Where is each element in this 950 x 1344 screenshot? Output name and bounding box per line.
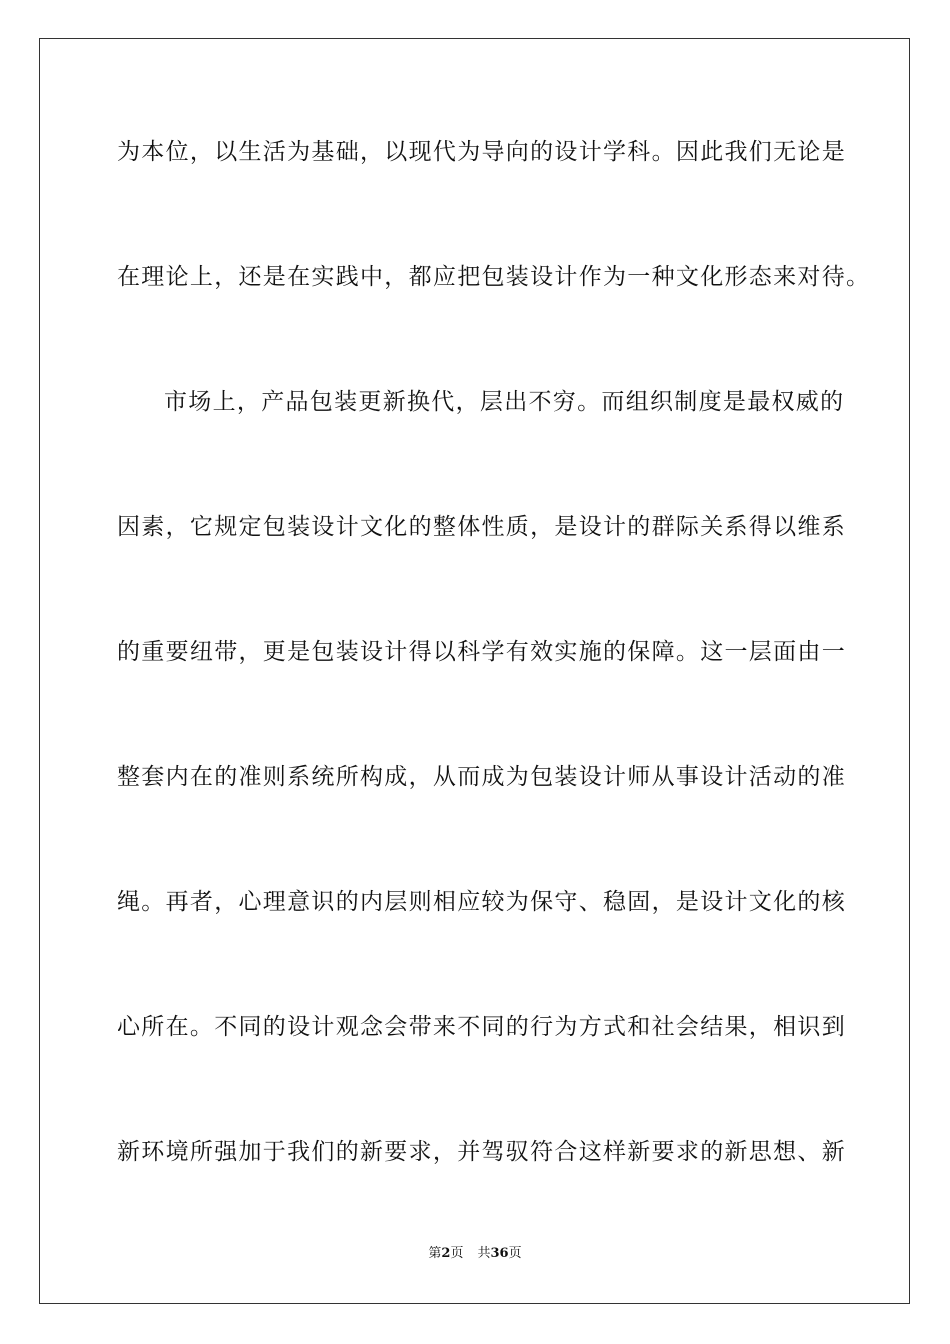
body-text-line-3: 市场上，产品包装更新换代，层出不穷。而组织制度是最权威的 [164,389,845,415]
footer-page-suffix: 页 [450,1246,464,1261]
body-text-line-4: 因素，它规定包装设计文化的整体性质，是设计的群际关系得以维系 [117,514,846,540]
body-text-line-2: 在理论上，还是在实践中，都应把包装设计作为一种文化形态来对待。 [117,264,871,290]
body-text-line-7: 绳。再者，心理意识的内层则相应较为保守、稳固，是设计文化的核 [117,889,846,915]
body-text-line-5: 的重要纽带，更是包装设计得以科学有效实施的保障。这一层面由一 [117,639,846,665]
footer-page-number: 2 [441,1246,451,1261]
body-text-line-9: 新环境所强加于我们的新要求，并驾驭符合这样新要求的新思想、新 [117,1139,846,1165]
page-border [39,38,910,1304]
body-text-line-8: 心所在。不同的设计观念会带来不同的行为方式和社会结果，相识到 [117,1014,846,1040]
body-text-line-1: 为本位，以生活为基础，以现代为导向的设计学科。因此我们无论是 [117,139,846,165]
footer-total-number: 36 [490,1246,509,1261]
footer-total-suffix: 页 [508,1246,522,1261]
body-text-line-6: 整套内在的准则系统所构成，从而成为包装设计师从事设计活动的准 [117,764,846,790]
page-footer [0,1246,950,1262]
footer-total-prefix: 共 [477,1246,491,1261]
footer-page-prefix: 第 [428,1246,442,1261]
